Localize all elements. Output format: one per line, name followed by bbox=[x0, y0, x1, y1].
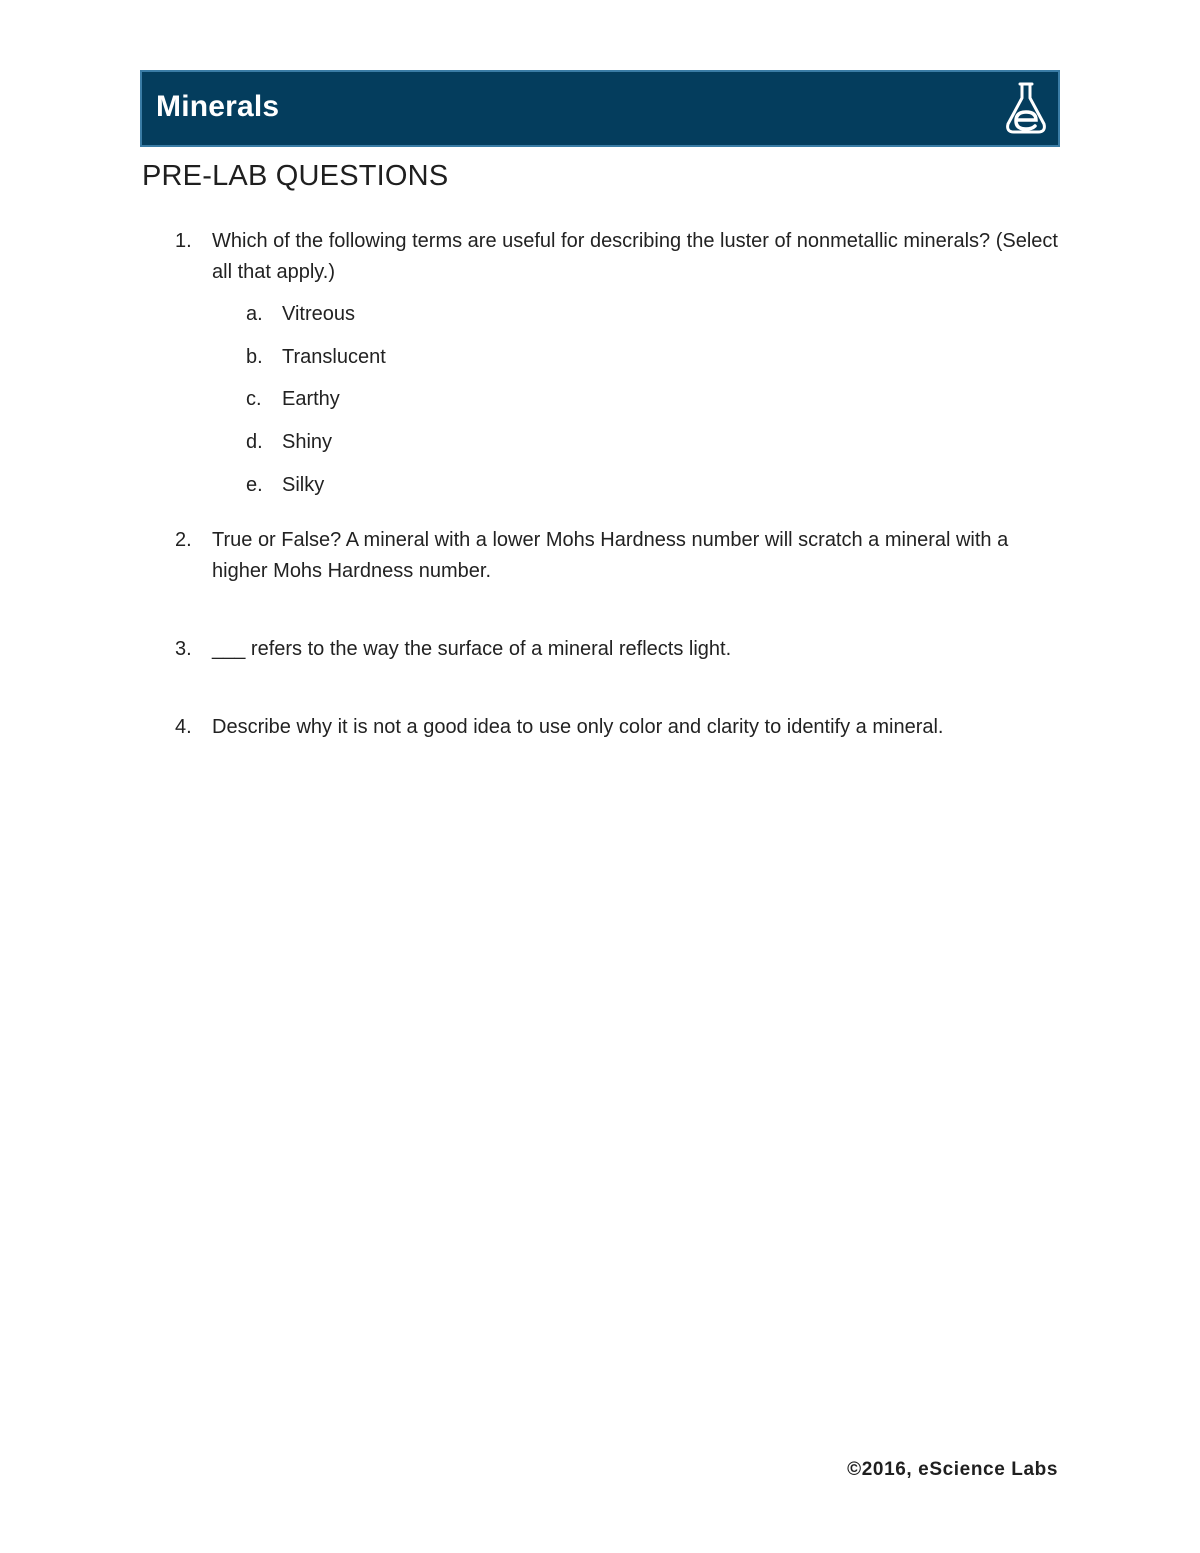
option-text: Shiny bbox=[282, 431, 333, 453]
copyright-footer: ©2016, eScience Labs bbox=[847, 1459, 1058, 1480]
question-number: 1. bbox=[175, 230, 192, 252]
question-text: Describe why it is not a good idea to use only color and clarity to identify a mineral. bbox=[212, 716, 944, 738]
option-text: Earthy bbox=[282, 388, 340, 410]
option-letter: e. bbox=[246, 474, 263, 496]
header-bar bbox=[140, 70, 1060, 147]
page-title: Minerals bbox=[156, 90, 280, 123]
option-letter: a. bbox=[246, 303, 263, 325]
question-number: 4. bbox=[175, 716, 192, 738]
option-letter: b. bbox=[246, 346, 263, 368]
question-text: True or False? A mineral with a lower Mohs Hardness number will scratch a mineral with a higher Mohs Hardness number. bbox=[212, 529, 1009, 582]
question-number: 3. bbox=[175, 638, 192, 660]
option-letter: d. bbox=[246, 431, 263, 453]
option-text: Translucent bbox=[282, 346, 386, 368]
option-letter: c. bbox=[246, 388, 262, 410]
option-text: Vitreous bbox=[282, 303, 356, 325]
flask-e-logo-icon bbox=[1002, 80, 1050, 136]
section-heading: PRE-LAB QUESTIONS bbox=[142, 160, 449, 192]
option-text: Silky bbox=[282, 474, 325, 496]
question-number: 2. bbox=[175, 529, 192, 551]
question-text: ___ refers to the way the surface of a mineral reflects light. bbox=[212, 638, 732, 660]
question-text: Which of the following terms are useful for describing the luster of nonmetallic minerals? (Select all that apply.) bbox=[212, 230, 1058, 283]
